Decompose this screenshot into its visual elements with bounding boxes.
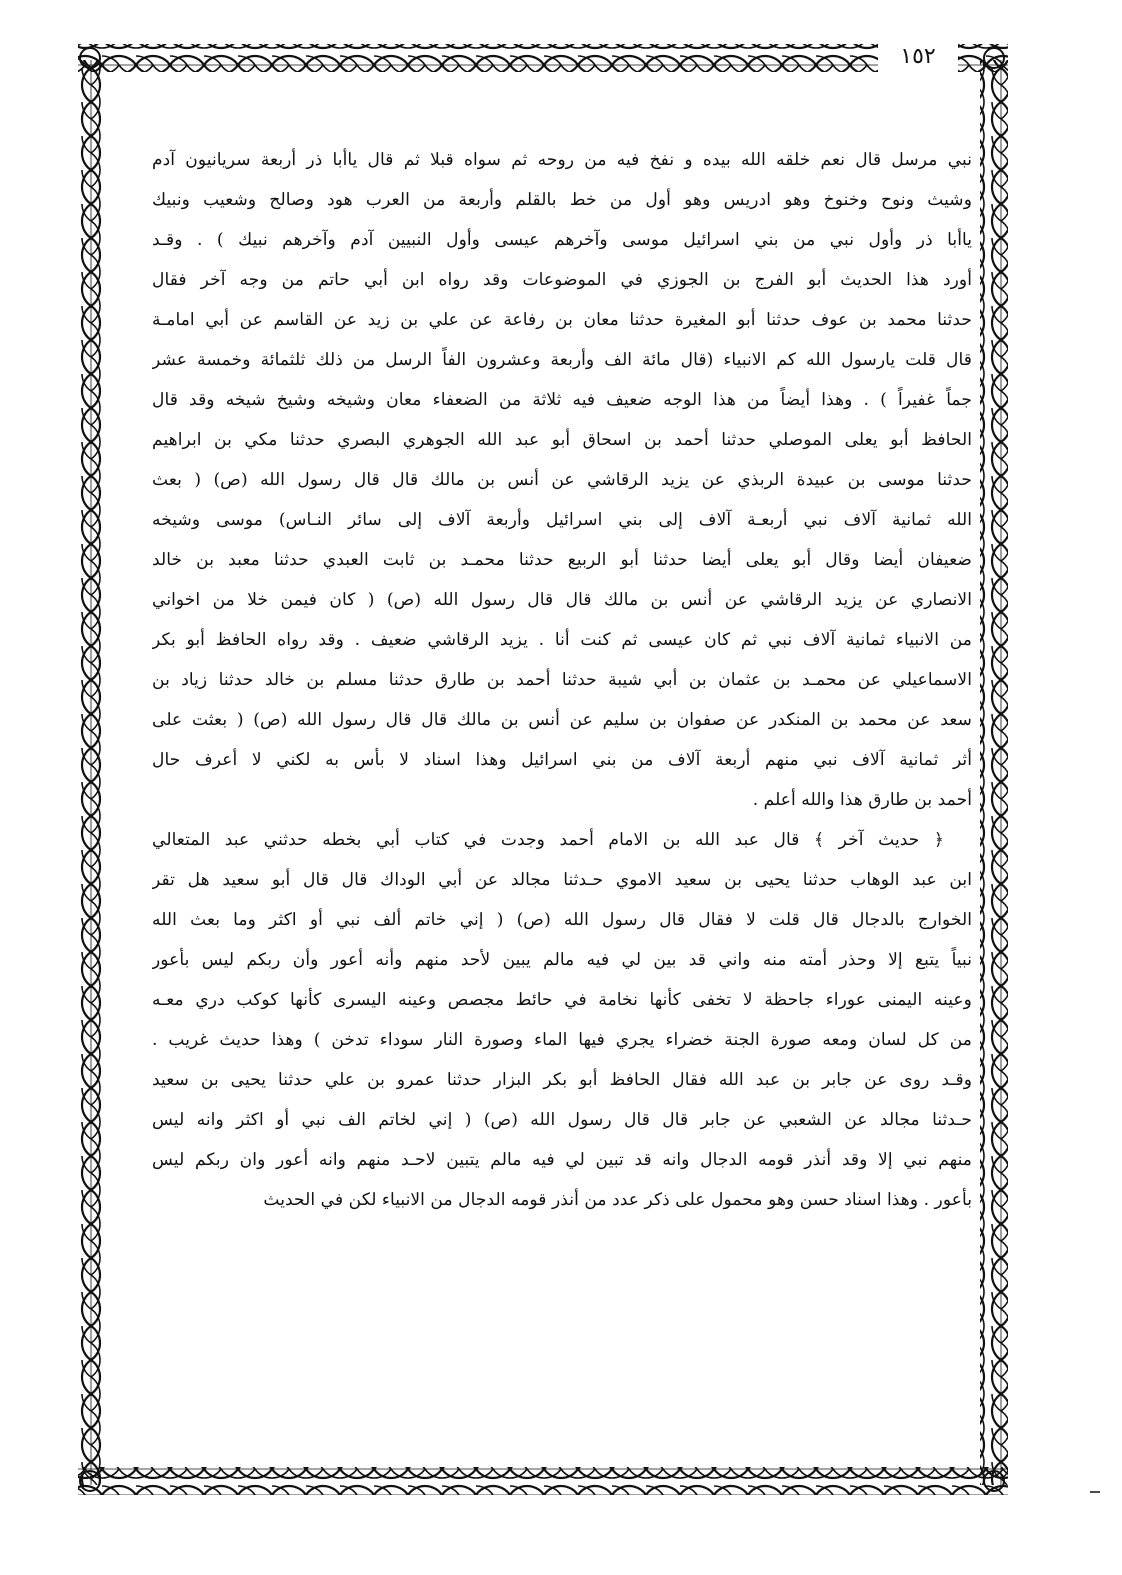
text-line: الخوارج بالدجال قال قلت لا فقال قال رسول الله (ص) ( إني خاتم ألف نبي أو اكثر وما بعث الله [152,910,972,930]
text-line: قال قلت يارسول الله كم الانبياء (قال مائة الف وأربعة وعشرون الفاً الرسل من ذلك ثلثمائة وخمسة عشر [152,350,972,370]
text-line: وقـد روى عن جابر بن عبد الله فقال الحافظ أبو بكر البزار حدثنا عمرو بن علي حدثنا يحيى بن سعيد [152,1070,972,1090]
text-line: ابن عبد الوهاب حدثنا يحيى بن سعيد الاموي حـدثنا مجالد عن أبي الوداك قال قال أبو سعيد هل تقر [152,870,972,890]
text-line: ﴿ حديث آخر ﴾ قال عبد الله بن الامام أحمد وجدت في كتاب أبي بخطه حدثني عبد المتعالي [152,830,944,850]
text-line: أورد هذا الحديث أبو الفرج بن الجوزي في الموضوعات وقد رواه ابن أبي حاتم من وجه آخر فقال [152,270,972,290]
body-text [152,140,972,1420]
text-line: حدثنا محمد بن عوف حدثنا أبو المغيرة حدثنا معان بن رفاعة عن علي بن زيد عن القاسم عن أبي امامـة [152,310,972,330]
border-left [76,60,104,1485]
text-line: أحمد بن طارق هذا والله أعلم . [752,790,972,810]
text-line: ياأبا ذر وأول نبي من بني اسرائيل موسى وآخرهم عيسى وأول النبيين آدم وآخرهم نبيك ) . وقـد [152,230,972,250]
text-line: نبي مرسل قال نعم خلقه الله بيده و نفخ فيه من روحه ثم سواه قبلا ثم قال ياأبا ذر أربعة سريانيون آدم [152,150,972,170]
text-line: حـدثنا مجالد عن الشعبي عن جابر قال قال رسول الله (ص) ( إني لخاتم الف نبي أو اكثر وانه ليس [152,1110,972,1130]
text-line: من الانبياء ثمانية آلاف نبي ثم كان عيسى ثم كنت أنا . يزيد الرقاشي ضعيف . وقد رواه الحافظ أبو بكر [152,630,972,650]
text-line: أثر ثمانية آلاف نبي منهم أربعة آلاف من بني اسرائيل وهذا اسناد لا بأس به لكني لا أعرف حال [152,750,972,770]
text-line: الانصاري عن يزيد الرقاشي عن أنس بن مالك قال قال رسول الله (ص) ( كان فيمن خلا من اخواني [152,590,972,610]
border-right [980,60,1008,1485]
text-line: سعد عن محمد بن المنكدر عن صفوان بن سليم عن أنس بن مالك قال قال رسول الله (ص) ( بعثت على [152,710,972,730]
border-top [78,44,1008,72]
text-line: ضعيفان أيضا وقال أبو يعلى أيضا حدثنا أبو الربيع حدثنا محمـد بن ثابت العبدي حدثنا معبد بن خالد [152,550,972,570]
text-line: منهم نبي إلا وقد أنذر قومه الدجال وانه قد تبين لي فيه مالم يتبين لاحـد منهم وانه أعور وان ربكم ليس [152,1150,972,1170]
border-bottom [78,1467,1008,1495]
text-line: الحافظ أبو يعلى الموصلي حدثنا أحمد بن اسحاق أبو عبد الله الجوهري البصري حدثنا مكي بن ابراهيم [152,430,972,450]
text-line: بأعور . وهذا اسناد حسن وهو محمول على ذكر عدد من أنذر قومه الدجال من الانبياء لكن في الحديث [263,1190,972,1210]
text-line: حدثنا موسى بن عبيدة الربذي عن يزيد الرقاشي عن أنس بن مالك قال قال رسول الله (ص) ( بعث [152,470,972,490]
text-line: من كل لسان ومعه صورة الجنة خضراء يجري فيها الماء وصورة النار سوداء تدخن ) وهذا حديث غريب . [152,1030,972,1050]
text-line: وعينه اليمنى عوراء جاحظة لا تخفى كأنها نخامة في حائط مجصص وعينه اليسرى كأنها كوكب دري معـه [152,990,972,1010]
text-line: الاسماعيلي عن محمـد بن عثمان بن أبي شيبة حدثنا أحمد بن طارق حدثنا مسلم بن خالد حدثنا زياد بن [152,670,972,690]
text-line: وشيث ونوح وخنوخ وهو ادريس وهو أول من خط بالقلم وأربعة من العرب هود وصالح وشعيب ونبيك [152,190,972,210]
page-number: ١٥٢ [878,42,958,72]
text-line: الله ثمانية آلاف نبي أربعـة آلاف إلى بني اسرائيل وأربعة آلاف إلى سائر النـاس) موسى وشيخه [152,510,972,530]
text-line: جماً غفيراً ) . وهذا أيضاً من هذا الوجه ضعيف فيه ثلاثة من الضعفاء معان وشيخه وشيخ شيخه وقد قال [152,390,972,410]
text-line: نبياً يتبع إلا وحذر أمته منه واني قد بين لي فيه مالم يبين لأحد منهم وأنه أعور وأن ربكم ليس بأعور [152,950,972,970]
